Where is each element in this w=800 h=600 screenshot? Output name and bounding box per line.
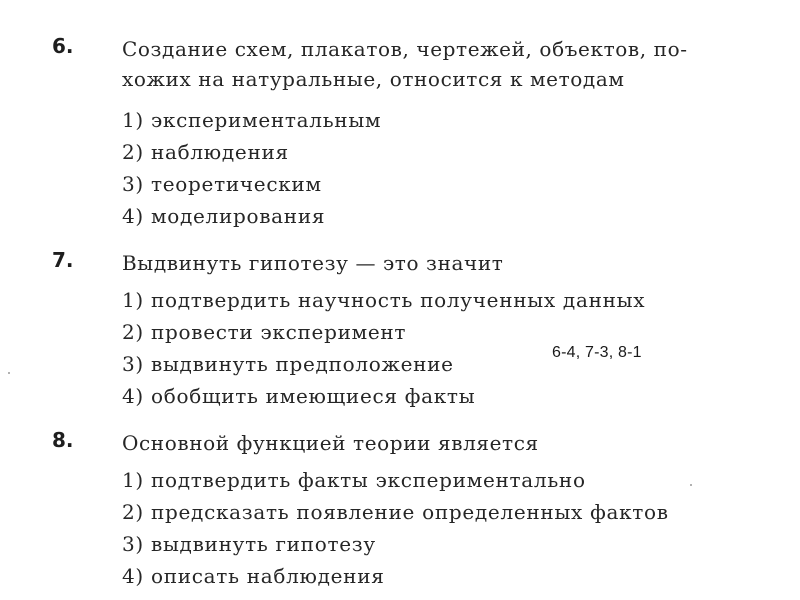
option-1: 1) подтвердить факты экспериментально: [122, 468, 586, 492]
option-3: 3) теоретическим: [122, 172, 322, 196]
question-number: 7.: [52, 248, 74, 272]
question-number: 6.: [52, 34, 74, 58]
option-1: 1) экспериментальным: [122, 108, 382, 132]
question-text: Основной функцией теории является: [122, 431, 539, 455]
option-2: 2) предсказать появление определенных фактов: [122, 500, 669, 524]
question-text: Выдвинуть гипотезу — это значит: [122, 251, 504, 275]
options-list: [122, 104, 381, 232]
option-4: 4) обобщить имеющиеся факты: [122, 384, 476, 408]
option-2: 2) наблюдения: [122, 140, 289, 164]
question-text: [122, 34, 762, 94]
question-text-line-1: Создание схем, плакатов, чертежей, объектов, по-: [122, 37, 688, 61]
option-1: 1) подтвердить научность полученных данных: [122, 288, 646, 312]
option-4: 4) моделирования: [122, 204, 326, 228]
option-3: 3) выдвинуть предположение: [122, 352, 454, 376]
question-number: 8.: [52, 428, 74, 452]
question-text-line-2: хожих на натуральные, относится к методам: [122, 67, 625, 91]
option-3: 3) выдвинуть гипотезу: [122, 532, 376, 556]
option-4: 4) описать наблюдения: [122, 564, 385, 588]
scan-speck: [8, 372, 10, 374]
option-2: 2) провести эксперимент: [122, 320, 407, 344]
options-list: [122, 464, 669, 592]
answer-key-note: 6-4, 7-3, 8-1: [552, 344, 642, 361]
scan-speck: [690, 484, 692, 486]
